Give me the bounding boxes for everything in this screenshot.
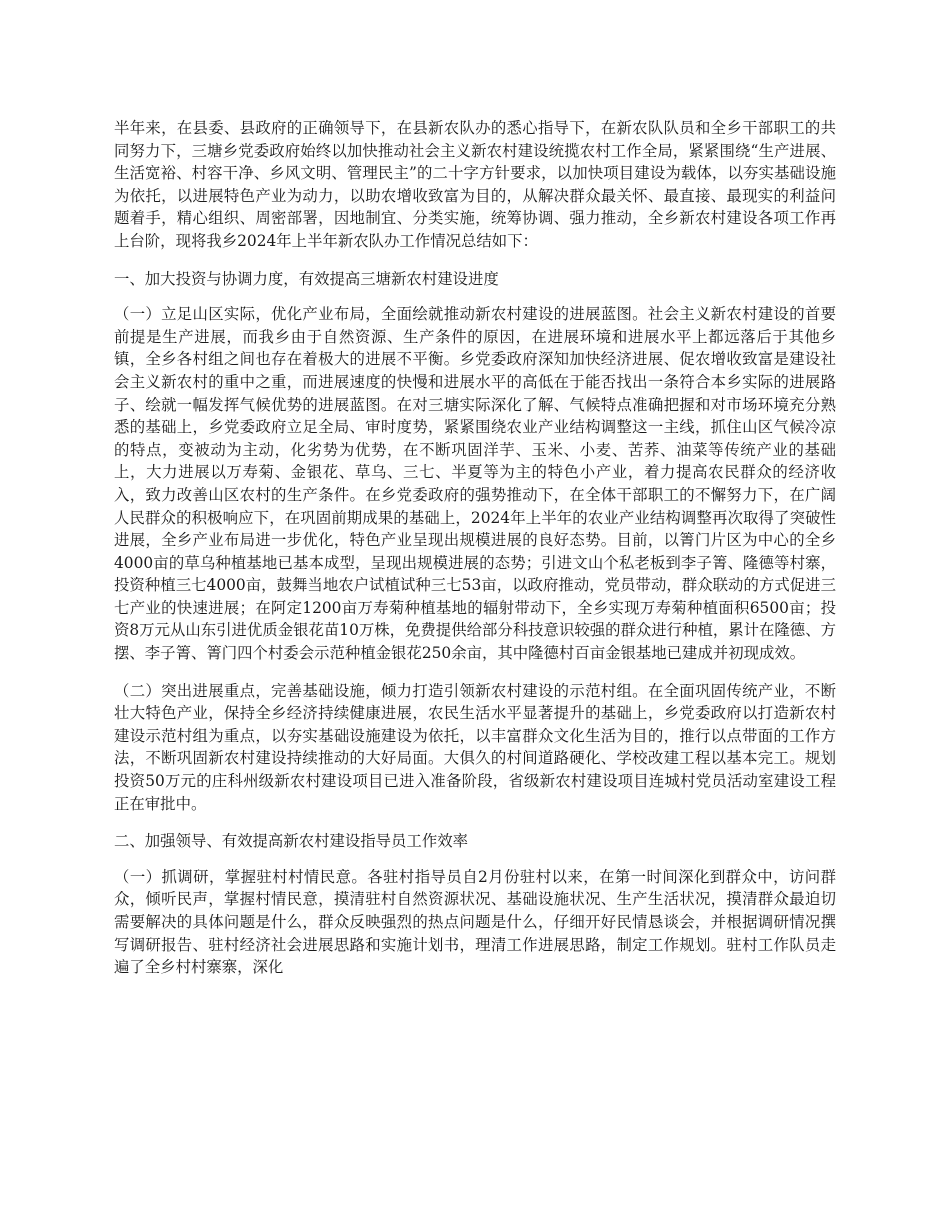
document-body — [114, 117, 836, 994]
section-2-paragraph-1: （一）抓调研，掌握驻村村情民意。各驻村指导员自2月份驻村以来，在第一时间深化到群众中，访问群众，倾听民声，掌握村情民意，摸清驻村自然资源状况、基础设施状况、生产生活状况，摸清群众最迫切需要解决的具体问题是什么，群众反映强烈的热点问题是什么，仔细开好民情恳谈会，并根据调研情况撰写调研报告、驻村经济社会进展思路和实施计划书，理清工作进展思路，制定工作规划。驻村工作队员走遍了全乡村村寨寨，深化 — [114, 867, 836, 977]
section-1-paragraph-2: （二）突出进展重点，完善基础设施，倾力打造引领新农村建设的示范村组。在全面巩固传统产业，不断壮大特色产业，保持全乡经济持续健康进展，农民生活水平显著提升的基础上，乡党委政府以打造新农村建设示范村组为重点，以夯实基础设施建设为依托，以丰富群众文化生活为目的，推行以点带面的工作方法，不断巩固新农村建设持续推动的大好局面。大俱久的村间道路硬化、学校改建工程以基本完工。规划投资50万元的庄科州级新农村建设项目已进入准备阶段，省级新农村建设项目连城村党员活动室建设工程正在审批中。 — [114, 681, 836, 813]
section-2-heading: 二、加强领导、有效提高新农村建设指导员工作效率 — [114, 832, 468, 851]
section-1-paragraph-1: （一）立足山区实际，优化产业布局，全面绘就推动新农村建设的进展蓝图。社会主义新农村建设的首要前提是生产进展，而我乡由于自然资源、生产条件的原因，在进展环境和进展水平上都远落后于其他乡镇，全乡各村组之间也存在着极大的进展不平衡。乡党委政府深知加快经济进展、促农增收致富是建设社会主义新农村的重中之重，而进展速度的快慢和进展水平的高低在于能否找出一条符合本乡实际的进展路子、绘就一幅发挥气候优势的进展蓝图。在对三塘实际深化了解、气候特点准确把握和对市场环境充分熟悉的基础上，乡党委政府立足全局、审时度势，紧紧围绕农业产业结构调整这一主线，抓住山区气候冷凉的特点，变被动为主动，化劣势为优势，在不断巩固洋芋、玉米、小麦、苦荞、油菜等传统产业的基础上，大力进展以万寿菊、金银花、草乌、三七、半夏等为主的特色小产业，着力提高农民群众的经济收入，致力改善山区农村的生产条件。在乡党委政府的强势推动下，在全体干部职工的不懈努力下，在广阔人民群众的积极响应下，在巩固前期成果的基础上，2024年上半年的农业产业结构调整再次取得了突破性进展，全乡产业布局进一步优化，特色产业呈现出规模进展的良好态势。目前，以箐门片区为中心的全乡4000亩的草乌种植基地已基本成型，呈现出规模进展的态势；引进文山个私老板到李子箐、隆德等村寨，投资种植三七4000亩，鼓舞当地农户试植试种三七53亩，以政府推动，党员带动，群众联动的方式促进三七产业的快速进展；在阿定1200亩万寿菊种植基地的辐射带动下，全乡实现万寿菊种植面积6500亩；投资8万元从山东引进优质金银花苗10万株，免费提供给部分科技意识较强的群众进行种植，累计在隆德、方摆、李子箐、箐门四个村委会示范种植金银花250余亩，其中隆德村百亩金银基地已建成并初现成效。 — [114, 305, 836, 663]
intro-paragraph: 半年来，在县委、县政府的正确领导下，在县新农队办的悉心指导下，在新农队队员和全乡干部职工的共同努力下，三塘乡党委政府始终以加快推动社会主义新农村建设统揽农村工作全局，紧紧围绕“生产进展、生活宽裕、村容干净、乡风文明、管理民主”的二十字方针要求，以加快项目建设为载体，以夯实基础设施为依托，以进展特色产业为动力，以助农增收致富为目的，从解决群众最关怀、最直接、最现实的利益问题着手，精心组织、周密部署，因地制宜、分类实施，统筹协调、强力推动，全乡新农村建设各项工作再上台阶，现将我乡2024年上半年新农队办工作情况总结如下： — [114, 119, 836, 250]
section-1-heading: 一、加大投资与协调力度，有效提高三塘新农村建设进度 — [114, 269, 499, 288]
